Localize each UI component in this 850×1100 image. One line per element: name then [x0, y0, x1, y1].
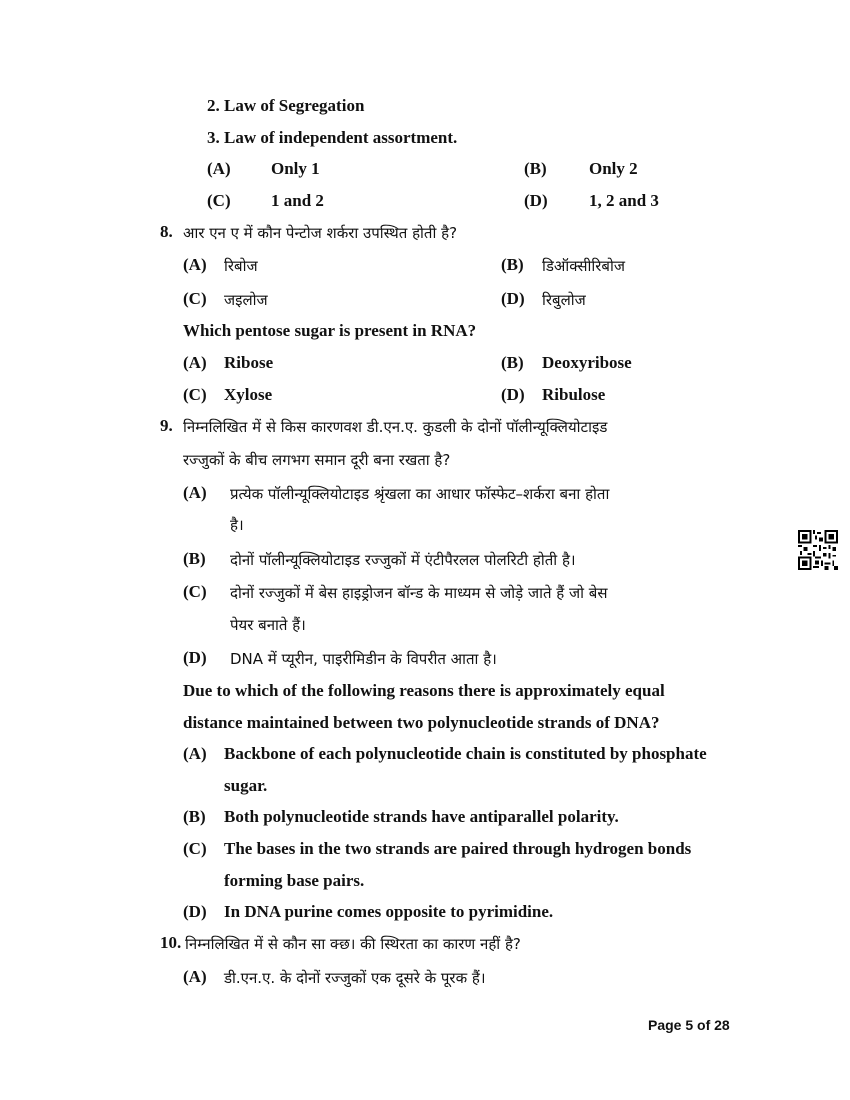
- qr-code-icon: [798, 530, 838, 570]
- q8-option-a-text: Ribose: [224, 353, 274, 372]
- q9-hindi-option-a-line1: प्रत्येक पॉलीन्यूक्लियोटाइड श्रृंखला का आधार फॉस्फेट–शर्करा बना होता: [230, 485, 610, 503]
- q9-hindi-option-d-line1: DNA में प्यूरीन, पाइरीमिडीन के विपरीत आता है।: [230, 650, 497, 668]
- q9-hindi-question-line2: रज्जुकों के बीच लगभग समान दूरी बना रखता है?: [183, 451, 451, 469]
- q7-option-a-label: (A): [207, 159, 231, 178]
- q8-option-d-text: Ribulose: [542, 385, 606, 404]
- q9-english-question-line2: distance maintained between two polynucleotide strands of DNA?: [183, 713, 660, 732]
- q8-hindi-option-d-label: (D): [501, 289, 525, 308]
- q8-hindi-option-a-label: (A): [183, 255, 207, 274]
- q8-option-c-label: (C): [183, 385, 207, 404]
- q9-option-d-line1: In DNA purine comes opposite to pyrimidine.: [224, 902, 554, 921]
- q9-hindi-option-d-label: (D): [183, 648, 207, 667]
- page-number: Page 5 of 28: [648, 1017, 730, 1033]
- q8-english-question: Which pentose sugar is present in RNA?: [183, 321, 477, 340]
- q9-option-a-line1: Backbone of each polynucleotide chain is constituted by phosphate: [224, 744, 707, 763]
- q9-hindi-question-line1: निम्नलिखित में से किस कारणवश डी.एन.ए. कुडली के दोनों पॉलीन्यूक्लियोटाइड: [183, 418, 608, 436]
- q8-hindi-question: आर एन ए में कौन पेन्टोज शर्करा उपस्थित होती है?: [183, 224, 458, 242]
- q8-option-d-label: (D): [501, 385, 525, 404]
- q9-option-d-label: (D): [183, 902, 207, 921]
- q7-statement-2: 2. Law of Segregation: [207, 96, 365, 115]
- q8-hindi-option-b-text: डिऑक्सीरिबोज: [542, 257, 625, 275]
- q9-option-c-line2: forming base pairs.: [224, 871, 365, 890]
- q9-hindi-option-b-label: (B): [183, 549, 206, 568]
- q8-option-c-text: Xylose: [224, 385, 273, 404]
- q9-option-c-line1: The bases in the two strands are paired through hydrogen bonds: [224, 839, 692, 858]
- q8-number: 8.: [160, 222, 173, 241]
- q9-number: 9.: [160, 416, 173, 435]
- q7-option-c-label: (C): [207, 191, 231, 210]
- q7-statement-3: 3. Law of independent assortment.: [207, 128, 458, 147]
- q7-option-c-text: 1 and 2: [271, 191, 324, 210]
- q9-hindi-option-a-label: (A): [183, 483, 207, 502]
- q7-option-d-label: (D): [524, 191, 548, 210]
- q7-option-a-text: Only 1: [271, 159, 320, 178]
- q8-option-b-label: (B): [501, 353, 524, 372]
- q8-hindi-option-c-text: जइलोज: [224, 291, 268, 309]
- q7-option-b-text: Only 2: [589, 159, 638, 178]
- q10-hindi-option-a-text: डी.एन.ए. के दोनों रज्जुकों एक दूसरे के पूरक हैं।: [224, 969, 486, 987]
- q9-hindi-option-b-line1: दोनों पॉलीन्यूक्लियोटाइड रज्जुकों में एंटीपैरलल पोलरिटी होती है।: [230, 551, 576, 569]
- q8-hindi-option-b-label: (B): [501, 255, 524, 274]
- q8-hindi-option-a-text: रिबोज: [224, 257, 258, 275]
- q10-hindi-option-a-label: (A): [183, 967, 207, 986]
- q9-option-c-label: (C): [183, 839, 207, 858]
- q9-hindi-option-c-label: (C): [183, 582, 207, 601]
- q9-hindi-option-a-line2: है।: [230, 516, 244, 534]
- q8-hindi-option-c-label: (C): [183, 289, 207, 308]
- q8-hindi-option-d-text: रिबुलोज: [542, 291, 586, 309]
- q9-hindi-option-c-line2: पेयर बनाते हैं।: [230, 616, 306, 634]
- q8-option-a-label: (A): [183, 353, 207, 372]
- q8-option-b-text: Deoxyribose: [542, 353, 632, 372]
- q7-option-b-label: (B): [524, 159, 547, 178]
- q9-option-a-line2: sugar.: [224, 776, 268, 795]
- q10-number: 10.: [160, 933, 182, 952]
- q9-hindi-option-c-line1: दोनों रज्जुकों में बेस हाइड्रोजन बॉन्ड के माध्यम से जोड़े जाते हैं जो बेस: [230, 584, 608, 602]
- q10-hindi-question: निम्नलिखित में से कौन सा क्छ। की स्थिरता का कारण नहीं है?: [185, 935, 521, 953]
- q9-english-question-line1: Due to which of the following reasons there is approximately equal: [183, 681, 665, 700]
- q7-option-d-text: 1, 2 and 3: [589, 191, 659, 210]
- q9-option-b-line1: Both polynucleotide strands have antiparallel polarity.: [224, 807, 619, 826]
- q9-option-a-label: (A): [183, 744, 207, 763]
- q9-option-b-label: (B): [183, 807, 206, 826]
